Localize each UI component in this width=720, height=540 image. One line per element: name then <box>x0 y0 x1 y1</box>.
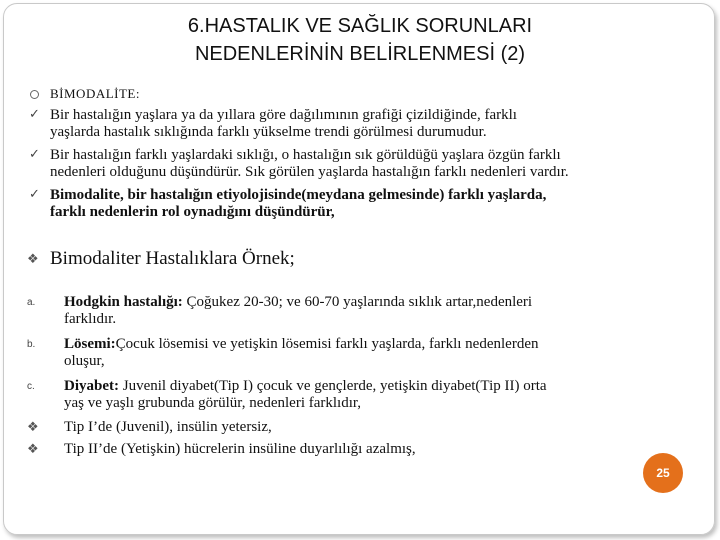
list-item-line-1 <box>64 378 684 394</box>
circle-bullet-icon <box>30 90 39 99</box>
check-bullet-icon: ✓ <box>29 107 40 122</box>
section-heading-text: BİMODALİTE: <box>50 86 140 101</box>
list-letter-marker: c. <box>27 381 35 392</box>
item-text: Çoğukez 20-30; ve 60-70 yaşlarında sıklık artar,nedenleri <box>182 294 533 310</box>
slide-title-line-1: 6.HASTALIK VE SAĞLIK SORUNLARI <box>187 15 533 37</box>
section-heading-text: Bimodaliter Hastalıklara Örnek; <box>50 248 295 269</box>
slide-title-line-2: NEDENLERİNİN BELİRLENMESİ (2) <box>194 43 526 65</box>
list-item-line-1 <box>64 294 684 310</box>
diamond-bullet-icon: ❖ <box>27 252 39 267</box>
diamond-bullet-icon: ❖ <box>27 442 39 457</box>
list-item-line-2: yaş ve yaşlı grubunda görülür, nedenleri farklıdır, <box>64 395 362 411</box>
page-number-badge: 25 <box>643 453 683 493</box>
list-item-line-1: Bir hastalığın yaşlara ya da yıllara göre dağılımının grafiği çizildiğinde, farklı <box>50 107 517 123</box>
list-item-line-2: oluşur, <box>64 353 105 369</box>
item-label: Diyabet: <box>64 378 119 394</box>
list-item-line-2: nedenleri olduğunu düşündürür. Sık görülen yaşlarda hastalığın farklı nedenleri vardır. <box>50 164 569 180</box>
check-bullet-icon: ✓ <box>29 187 40 202</box>
item-label: Hodgkin hastalığı: <box>64 294 183 310</box>
item-text: Juvenil diyabet(Tip I) çocuk ve gençlerde, yetişkin diyabet(Tip II) orta <box>119 378 547 394</box>
item-label: Lösemi: <box>64 336 116 352</box>
check-bullet-icon: ✓ <box>29 147 40 162</box>
item-text: Çocuk lösemisi ve yetişkin lösemisi farklı yaşlarda, farklı nedenlerden <box>115 336 539 352</box>
list-item-line-1: Bir hastalığın farklı yaşlardaki sıklığı, o hastalığın sık görüldüğü yaşlara özgün farklı <box>50 147 561 163</box>
diamond-bullet-icon: ❖ <box>27 420 39 435</box>
list-letter-marker: a. <box>27 297 36 308</box>
list-item-line-1 <box>64 336 684 352</box>
list-item-line-1: Tip II’de (Yetişkin) hücrelerin insüline duyarlılığı azalmış, <box>64 441 416 457</box>
list-letter-marker: b. <box>27 339 36 350</box>
list-item-line-2: yaşlarda hastalık sıklığında farklı yükselme trendi görülmesi durumudur. <box>50 124 487 140</box>
list-item-line-1: Bimodalite, bir hastalığın etiyolojisinde(meydana gelmesinde) farklı yaşlarda, <box>50 187 547 203</box>
list-item-line-2: farklıdır. <box>64 311 117 327</box>
list-item-line-1: Tip I’de (Juvenil), insülin yetersiz, <box>64 419 272 435</box>
list-item-line-2: farklı nedenlerin rol oynadığını düşündürür, <box>50 204 335 220</box>
